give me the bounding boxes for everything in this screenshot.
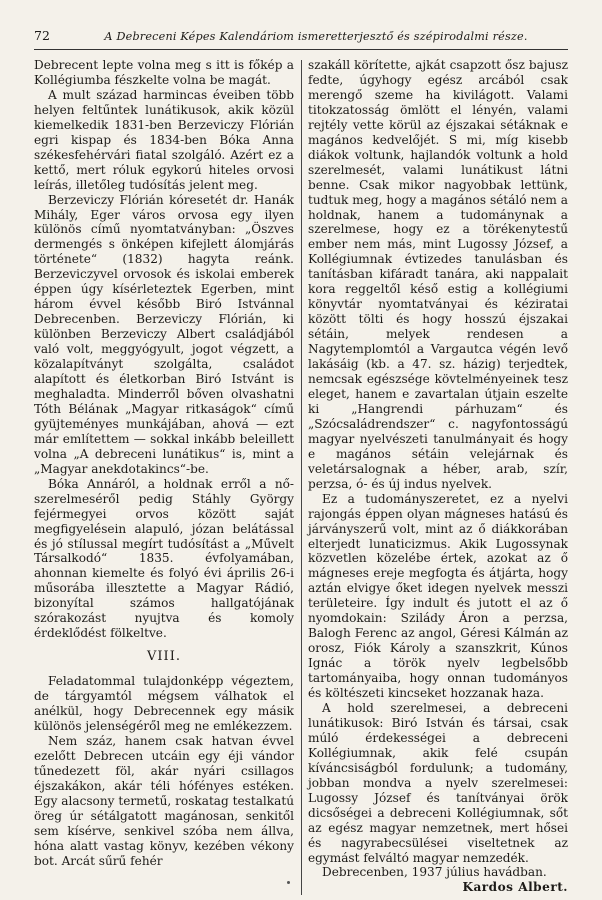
page-header [34, 28, 568, 50]
paragraph: A mult század harmincas éveiben több helyen feltűntek lunátikusok, akik közül kiemelkedik 1831-ben Berzeviczy Flórián egri kispap és 1834-ben Bóka Anna székesfehérvári fiatal szolgáló. Azért ez a kettő, mert róluk egykorú hiteles orvosi leírás, illetőleg tudósítás jelent meg. [34, 87, 294, 192]
left-column [34, 58, 294, 895]
paragraph: szakáll körítette, ajkát csapzott ősz bajusz fedte, úgyhogy egész arcából csak merengő szeme ha kivilágott. Valami titokzatosság ömlött el lényén, valami rejtély vette körül az éjszakai sétáknak e magános kedvelőjét. S mi, míg kisebb diákok voltunk, hajlandók voltunk a hold szerelmesét, valami lunátikust látni benne. Csak mikor nagyobbak lettünk, tudtuk meg, hogy a magános sétáló nem a holdnak, hanem a tudománynak a szerelmese, hogy ez a törékenytestű ember nem más, mint Lugossy József, a Kollégiumnak évtizedes tanulásban és tanításban kifáradt tanára, aki nappalait kora reggeltől késő estig a kollégiumi könyvtár nyomtatványai és kéziratai között tölti és hogy hosszú éjszakai sétáin, melyek rendesen a Nagytemplomtól a Vargautca végén levő lakásáig (kb. a 47. sz. házig) terjedtek, nemcsak egészsége kövtelményeinek tesz eleget, hanem e zavartalan útjain eszelte ki „Hangrendi párhuzam“ és „Szócsaládrendszer“ c. nagyfontosságú magyar nyelvészeti tanulmányait és hogy e magános sétáin velejárnak és veletársalognak a héber, arab, szír, perzsa, ó- és új indus nyelvek. [308, 58, 568, 491]
closing-place-date: Debrecenben, 1937 július havádban. [322, 865, 547, 880]
right-column [308, 58, 568, 895]
paragraph: Ez a tudományszeretet, ez a nyelvi rajongás éppen olyan mágneses hatású és járványszerű volt, mint az ő diákkorában elterjedt lunaticizmus. Akik Lugossynak közvetlen közelébe értek, azokat az ő mágneses ereje megfogta és átjárta, hogy aztán elvigye őket idegen nyelvek messzi területeire. Így indult és jutott el az ő nyomdokain: Szilády Áron a perzsa, Balogh Ferenc az angol, Géresi Kálmán az orosz, Fiók Károly a szanszkrit, Kúnos Ignác a török nyelv legbelsőbb tartományaiba, hogy onnan tudományos és költészeti kincseket hozzanak haza. [308, 491, 568, 701]
print-mark [287, 881, 290, 884]
running-title: A Debreceni Képes Kalendáriom ismeretterjesztő és szépirodalmi része. [104, 30, 528, 43]
paragraph: A hold szerelmesei, a debreceni lunátikusok: Biró István és társai, csak múló érdekességei a debreceni Kollégiumnak, akik felé csupán kíváncsiságból fordulunk; a tudomány, jobban mondva a nyelv szerelmesei: Lugossy József és tanítványai örök dicsőségei a debreceni Kollégiumnak, sőt az egész magyar nemzetnek, mert hősei és nagyrabecsülései viseltetnek az egymást felváltó magyar nemzedék. [308, 700, 568, 865]
paragraph: Debrecent lepte volna meg s itt is főkép a Kollégiumba fészkelte volna be magát. [34, 58, 294, 87]
paragraph: Berzeviczy Flórián kóresetét dr. Hanák Mihály, Eger város orvosa egy ilyen különös című nyomtatványban: „Öszves dermengés s önképen kifejlett álomjárás története“ (1832) hagyta reánk. Berzeviczyvel orvosok és iskolai emberek éppen úgy kísérleteztek Egerben, mint három évvel később Biró Istvánnal Debrecenben. Berzeviczy Flórián, ki különben Berzeviczy Albert családjából való volt, meggyógyult, jogot végzett, a közalapítványt szolgálta, családot alapított és életkorban Biró Istvánt is meghaladta. Minderről bőven olvashatni Tóth Bélának „Magyar ritkaságok“ című gyüjteményes munkájában, ahová — ezt már említettem — sokkal inkább beleillett volna „A debreceni lunátikus“ is, mint a „Magyar anekdotakincs“-be. [34, 192, 294, 476]
paragraph: Feladatommal tulajdonképp végeztem, de tárgyamtól mégsem válhatok el anélkül, hogy Debrecennek egy másik különös jelenségéről meg ne emlékezzem. [34, 674, 294, 733]
signature-line [308, 880, 568, 895]
column-divider [301, 60, 302, 895]
text-columns [34, 58, 568, 895]
author-name: Kardos Albert. [462, 880, 568, 895]
paragraph: Bóka Annáról, a holdnak erről a nő-szerelmeséről pedig Stáhly György fejérmegyei orvos között saját megfigyelésein alapuló, józan belátással és jó stílussal megírt tudósítást a „Művelt Társalkodó“ 1835. évfolyamában, ahonnan kiemelte és folyó évi április 26-i műsorába illesztette a Magyar Rádió, bizonyítal számos hallgatójának szórakozást nyujtva és komoly érdeklődést fölkeltve. [34, 476, 294, 641]
page-number: 72 [34, 28, 50, 43]
paragraph: Nem száz, hanem csak hatvan évvel ezelőtt Debrecen utcáin egy éji vándor tűnedezett föl, akár nyári csillagos éjszakákon, akár téli hófényes estéken. Egy alacsony termetű, roskatag testalkatú öreg úr sétálgatott magánosan, senkitől sem kísérve, senkivel szóba nem állva, hóna alatt vastag könyv, kezében vékony bot. Arcát sűrű fehér [34, 733, 294, 868]
section-heading: VIII. [147, 649, 181, 665]
